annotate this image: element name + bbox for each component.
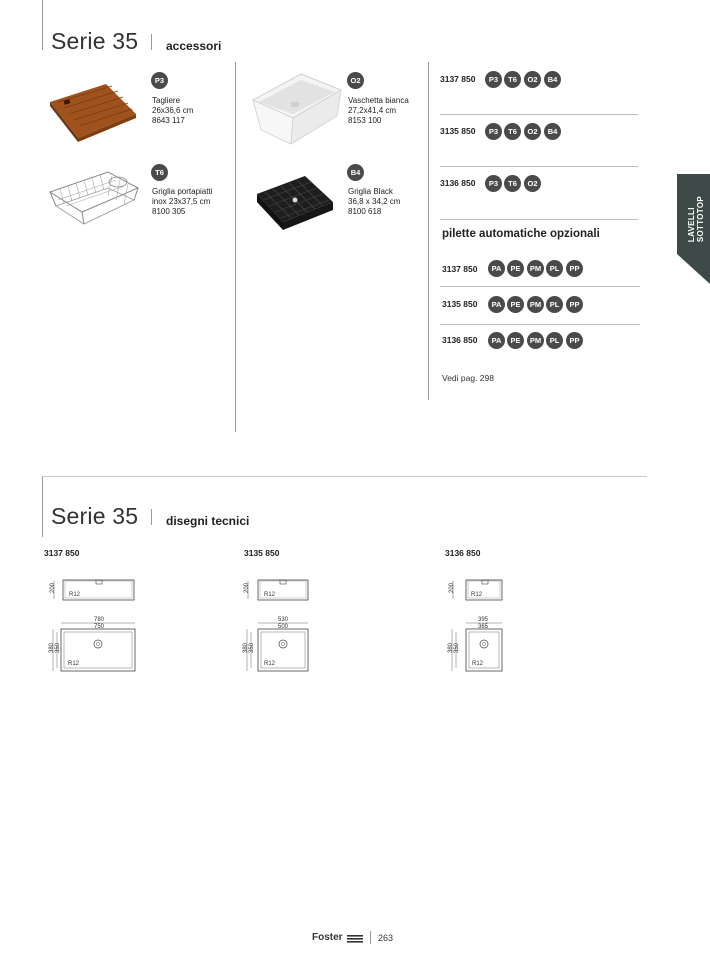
brand-logo xyxy=(312,932,343,943)
header-left-rule xyxy=(42,0,43,50)
drain-badge: PL xyxy=(546,332,563,349)
side-tab-line1: LAVELLI xyxy=(687,207,696,243)
black-grid-image xyxy=(255,172,335,238)
accessory-size: 27,2x41,4 cm xyxy=(348,106,397,115)
drawings-section-label: disegni tecnici xyxy=(166,514,250,528)
accessory-badge: O2 xyxy=(347,72,364,89)
drain-badge: PE xyxy=(507,332,524,349)
column-divider-1 xyxy=(235,62,236,432)
model-code: 3137 850 xyxy=(442,264,478,274)
drain-badge: PP xyxy=(566,260,583,277)
compat-badge: T6 xyxy=(504,71,521,88)
drain-badge: PP xyxy=(566,296,583,313)
accessory-badge: B4 xyxy=(347,164,364,181)
model-code: 3136 850 xyxy=(442,335,478,345)
compat-badge: T6 xyxy=(504,123,521,140)
model-code: 3137 850 xyxy=(440,74,476,84)
drawings-serie-title: Serie 35 xyxy=(51,503,139,529)
compat-badge: B4 xyxy=(544,71,561,88)
inner-depth-label: 350 xyxy=(454,642,460,653)
brand-stripes-icon xyxy=(347,935,363,943)
radius-label: R12 xyxy=(69,592,81,598)
inner-width-label: 750 xyxy=(94,624,105,630)
cutting-board-image xyxy=(46,80,138,144)
accessory-info xyxy=(152,96,193,126)
title-separator xyxy=(151,34,152,50)
accessory-info xyxy=(348,187,400,217)
drain-badge: PM xyxy=(527,296,544,313)
side-tab-label xyxy=(687,196,705,243)
depth-label: 200 xyxy=(449,582,455,593)
drawing-3137-850 xyxy=(42,575,146,675)
accessory-name: Griglia portapiatti xyxy=(152,187,213,196)
outer-width-label: 530 xyxy=(278,617,289,623)
outer-depth-label: 380 xyxy=(448,642,454,653)
drain-badge: PA xyxy=(488,260,505,277)
white-basin-image xyxy=(251,72,343,148)
compat-badge: B4 xyxy=(544,123,561,140)
radius-label: R12 xyxy=(264,592,276,598)
drawing-model-code: 3135 850 xyxy=(244,548,280,558)
drain-badge: PE xyxy=(507,260,524,277)
accessory-name: Griglia Black xyxy=(348,187,393,196)
compat-badge: O2 xyxy=(524,123,541,140)
compat-badge: T6 xyxy=(504,175,521,192)
drain-badge: PA xyxy=(488,332,505,349)
accessory-info xyxy=(152,187,212,217)
brand-name: Foster xyxy=(312,932,343,943)
accessory-badge: T6 xyxy=(151,164,168,181)
inner-width-label: 365 xyxy=(478,624,489,630)
accessory-info xyxy=(348,96,409,126)
drain-badge: PP xyxy=(566,332,583,349)
drawing-model-code: 3137 850 xyxy=(44,548,80,558)
accessory-code: 8100 305 xyxy=(152,207,186,216)
drain-badge: PL xyxy=(546,296,563,313)
drawings-title-separator xyxy=(151,509,152,525)
accessory-size: 26x36,6 cm xyxy=(152,106,194,115)
compat-badge: P3 xyxy=(485,175,502,192)
outer-depth-label: 380 xyxy=(243,642,249,653)
drain-badge: PL xyxy=(546,260,563,277)
depth-label: 200 xyxy=(50,582,56,593)
accessory-name: Vaschetta bianca xyxy=(348,96,409,105)
drain-badge: PA xyxy=(488,296,505,313)
side-tab-line2: SOTTOTOP xyxy=(696,196,705,243)
radius-label: R12 xyxy=(68,661,80,667)
serie-title: Serie 35 xyxy=(51,28,139,54)
accessory-name: Tagliere xyxy=(152,96,181,105)
compat-badge: P3 xyxy=(485,123,502,140)
outer-width-label: 780 xyxy=(94,617,105,623)
accessory-code: 8100 618 xyxy=(348,207,382,216)
drain-badge: PM xyxy=(527,332,544,349)
row-divider xyxy=(440,219,638,220)
outer-width-label: 395 xyxy=(478,617,489,623)
dish-rack-image xyxy=(46,166,142,228)
row-divider xyxy=(440,286,640,287)
drawing-model-code: 3136 850 xyxy=(445,548,481,558)
see-page-note: Vedi pag. 298 xyxy=(442,373,494,383)
drawings-left-rule xyxy=(42,477,43,537)
column-divider-2 xyxy=(428,62,429,400)
drawing-3135-850 xyxy=(236,575,316,675)
section-label: accessori xyxy=(166,39,222,53)
drain-badge: PE xyxy=(507,296,524,313)
row-divider xyxy=(440,166,638,167)
accessory-code: 8643 117 xyxy=(152,116,185,125)
accessory-badge: P3 xyxy=(151,72,168,89)
compat-badge: O2 xyxy=(524,175,541,192)
accessory-size: inox 23x37,5 cm xyxy=(152,197,211,206)
drawing-3136-850 xyxy=(441,575,511,675)
compat-badge: P3 xyxy=(485,71,502,88)
model-code: 3135 850 xyxy=(442,299,478,309)
accessory-code: 8153 100 xyxy=(348,116,382,125)
page-number: 263 xyxy=(378,933,394,943)
row-divider xyxy=(440,324,640,325)
radius-label: R12 xyxy=(472,661,484,667)
outer-depth-label: 380 xyxy=(49,642,55,653)
optional-drains-title: pilette automatiche opzionali xyxy=(442,228,600,240)
footer-separator xyxy=(370,931,371,944)
accessory-size: 36,8 x 34,2 cm xyxy=(348,197,401,206)
inner-depth-label: 350 xyxy=(55,642,61,653)
depth-label: 200 xyxy=(244,582,250,593)
section-divider xyxy=(42,476,647,477)
model-code: 3136 850 xyxy=(440,178,476,188)
row-divider xyxy=(440,114,638,115)
model-code: 3135 850 xyxy=(440,126,476,136)
inner-depth-label: 350 xyxy=(249,642,255,653)
compat-badge: O2 xyxy=(524,71,541,88)
radius-label: R12 xyxy=(471,592,483,598)
drain-badge: PM xyxy=(527,260,544,277)
inner-width-label: 500 xyxy=(278,624,289,630)
radius-label: R12 xyxy=(264,661,276,667)
